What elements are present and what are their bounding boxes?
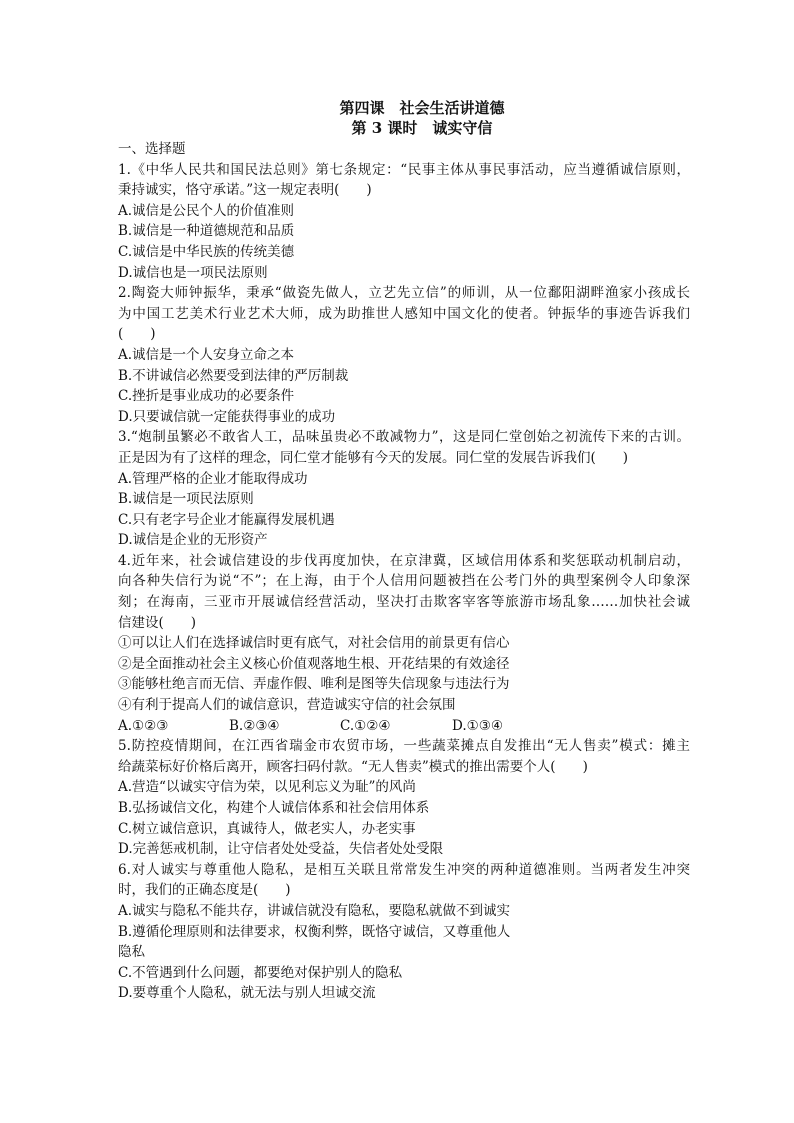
option-c: C.只有老字号企业才能赢得发展机遇: [118, 511, 335, 528]
option-d: D.诚信是企业的无形资产: [118, 532, 268, 549]
option-d: D.诚信也是一项民法原则: [118, 264, 268, 281]
question-stem-line: 时，我们的正确态度是( ): [118, 882, 291, 899]
option-b: B.遵循伦理原则和法律要求，权衡利弊，既恪守诚信，又尊重他人: [118, 923, 511, 940]
question-stem-line: 给蔬菜标好价格后离开，顾客扫码付款。“无人售卖”模式的推出需要个人( ): [118, 758, 588, 775]
statement-item: ④有利于提高人们的诚信意识，营造诚实守信的社会氛围: [118, 697, 456, 714]
option-b: B.诚信是一种道德规范和品质: [118, 223, 295, 240]
option-a: A.营造“以诚实守信为荣，以见利忘义为耻”的风尚: [118, 779, 416, 796]
option-a: A.管理严格的企业才能取得成功: [118, 470, 308, 487]
question-stem-line: 秉持诚实，恪守承诺。”这一规定表明( ): [118, 182, 372, 199]
question-stem-line: 信建设( ): [118, 614, 197, 631]
question-stem-line: 1.《中华人民共和国民法总则》第七条规定：“民事主体从事民事活动，应当遵循诚信原则，: [118, 161, 690, 178]
option-d: D.只要诚信就一定能获得事业的成功: [118, 408, 336, 425]
worksheet-page: [118, 98, 690, 1004]
option-c: C.①②④: [340, 717, 391, 734]
question-stem-line: 刻；在海南，三亚市开展诚信经营活动，坚决打击欺客宰客等旅游市场乱象……加快社会诚: [118, 594, 690, 611]
option-a: A.①②③: [118, 717, 169, 734]
option-d: D.要尊重个人隐私，就无法与别人坦诚交流: [118, 985, 376, 1002]
question-stem-line: 正是因为有了这样的理念，同仁堂才能够有今天的发展。同仁堂的发展告诉我们( ): [118, 449, 629, 466]
question-stem-line: ( ): [118, 326, 156, 343]
lesson-title: 第四课 社会生活讲道德: [339, 99, 505, 117]
question-4: [118, 551, 690, 736]
option-c: C.挫折是事业成功的必要条件: [118, 388, 295, 405]
statement-item: ③能够杜绝言而无信、弄虚作假、唯利是图等失信现象与违法行为: [118, 676, 510, 693]
option-b: B.不讲诚信必然要受到法律的严厉制裁: [118, 367, 349, 384]
option-c: C.树立诚信意识，真诚待人，做老实人，办老实事: [118, 820, 416, 837]
question-2: [118, 283, 690, 427]
option-a: A.诚信是公民个人的价值准则: [118, 202, 295, 219]
option-c: C.诚信是中华民族的传统美德: [118, 243, 295, 260]
option-b-continued: 隐私: [118, 944, 145, 961]
question-1: [118, 160, 690, 284]
question-stem-line: 向各种失信行为说“不”；在上海，由于个人信用问题被挡在公考门外的典型案例令人印象深: [118, 573, 690, 590]
question-stem-line: 4.近年来，社会诚信建设的步伐再度加快，在京津冀，区域信用体系和奖惩联动机制启动，: [118, 552, 690, 569]
question-stem-line: 2.陶瓷大师钟振华，秉承“做瓷先做人，立艺先立信”的师训，从一位鄱阳湖畔渔家小孩成长: [118, 285, 690, 302]
question-stem-line: 5.防控疫情期间，在江西省瑞金市农贸市场，一些蔬菜摊点自发推出“无人售卖”模式：摊主: [118, 738, 690, 755]
option-a: A.诚实与隐私不能共存，讲诚信就没有隐私，要隐私就做不到诚实: [118, 902, 511, 919]
choice-row: [118, 716, 690, 737]
option-b: B.②③④: [229, 717, 280, 734]
option-c: C.不管遇到什么问题，都要绝对保护别人的隐私: [118, 964, 403, 981]
statement-item: ①可以让人们在选择诚信时更有底气，对社会信用的前景更有信心: [118, 635, 510, 652]
option-d: D.①③④: [452, 717, 503, 734]
lesson-subtitle: 第 3 课时 诚实守信: [351, 119, 493, 137]
option-b: B.诚信是一项民法原则: [118, 491, 254, 508]
option-b: B.弘扬诚信文化，构建个人诚信体系和社会信用体系: [118, 800, 430, 816]
section-heading: 一、选择题: [118, 141, 186, 157]
question-stem-line: 6.对人诚实与尊重他人隐私，是相互关联且常常发生冲突的两种道德准则。当两者发生冲突: [118, 861, 690, 878]
statement-item: ②是全面推动社会主义核心价值观落地生根、开花结果的有效途径: [118, 655, 510, 672]
question-stem-line: 为中国工艺美术行业艺术大师，成为助推世人感知中国文化的使者。钟振华的事迹告诉我们: [118, 305, 690, 322]
question-5: [118, 736, 690, 860]
option-a: A.诚信是一个人安身立命之本: [118, 346, 295, 363]
question-stem-line: 3.“炮制虽繁必不敢省人工，品味虽贵必不敢减物力”，这是同仁堂创始之初流传下来的古训。: [118, 429, 690, 446]
question-3: [118, 427, 690, 551]
question-6: [118, 860, 690, 1004]
option-d: D.完善惩戒机制，让守信者处处受益，失信者处处受限: [118, 841, 444, 858]
